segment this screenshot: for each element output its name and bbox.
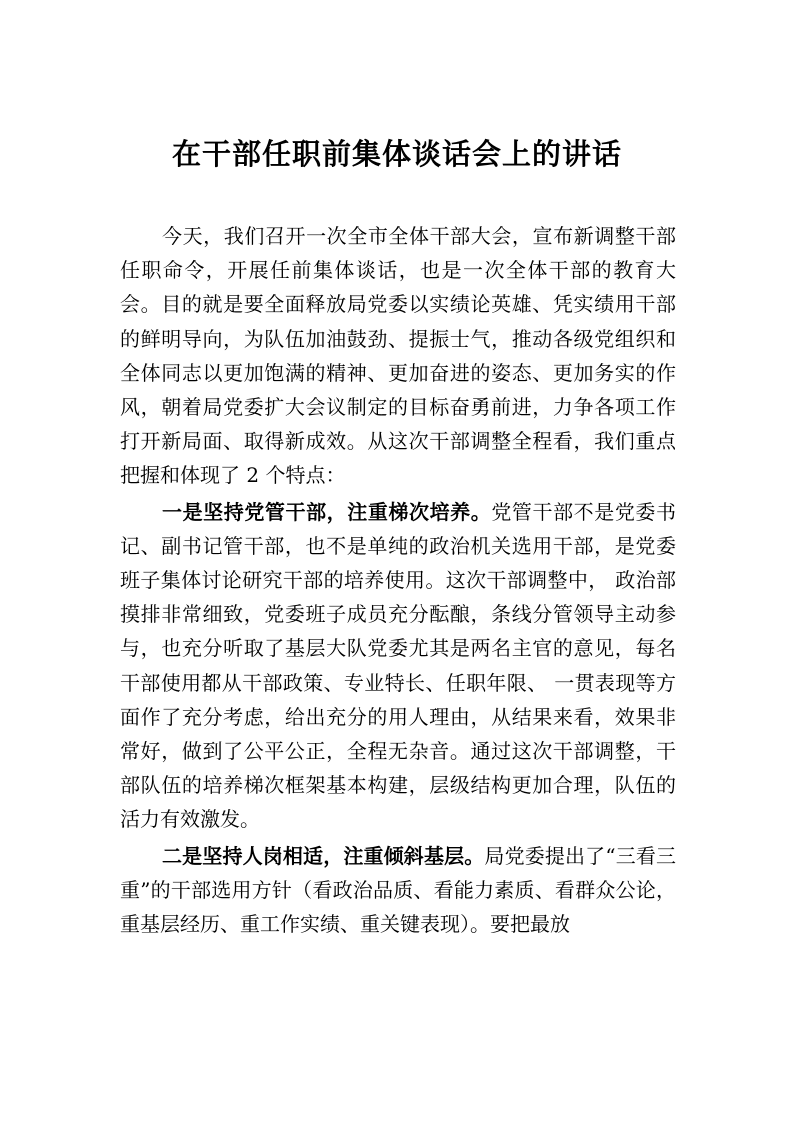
paragraph-text: 今天，我们召开一次全市全体干部大会，宣布新调整干部任职命令，开展任前集体谈话，也是一次全体干部的教育大会。目的就是要全面释放局党委以实绩论英雄、凭实绩用干部的鲜明导向，为队伍加油鼓劲、提振士气，推动各级党组织和全体同志以更加饱满的精神、更加奋进的姿态、更加务实的作风，朝着局党委扩大会议制定的目标奋勇前进，力争各项工作打开新局面、取得新成效。从这次干部调整全程看，我们重点把握和体现了 2 个特点： (120, 224, 676, 488)
paragraph-text: 局党委提出了“三看三重”的干部选用方针（看政治品质、看能力素质、看群众公论，重基层经历、重工作实绩、重关键表现）。要把最放 (120, 843, 677, 937)
paragraph-text: 党管干部不是党委书记、副书记管干部，也不是单纯的政治机关选用干部，是党委班子集体讨论研究干部的培养使用。这次干部调整中， 政治部摸排非常细致，党委班子成员充分酝酿，条线分管领导主动参与，也充分听取了基层大队党委尤其是两名主官的意见，每名干部使用都从干部政策、专业特长、任职年限、 一贯表现等方面作了充分考虑，给出充分的用人理由，从结果来看，效果非常好，做到了公平公正，全程无杂音。通过这次干部调整，干部队伍的培养梯次框架基本构建，层级结构更加合理，队伍的活力有效激发。 (120, 499, 677, 832)
page-title: 在干部任职前集体谈话会上的讲话 (171, 137, 622, 171)
paragraph-lead: 二是坚持人岗相适，注重倾斜基层。 (162, 843, 485, 868)
paragraph-lead: 一是坚持党管干部，注重梯次培养。 (162, 499, 492, 524)
document-body (120, 219, 676, 943)
paragraph-intro (120, 219, 676, 493)
paragraph-point-two (120, 839, 676, 942)
paragraph-point-one (120, 495, 676, 837)
